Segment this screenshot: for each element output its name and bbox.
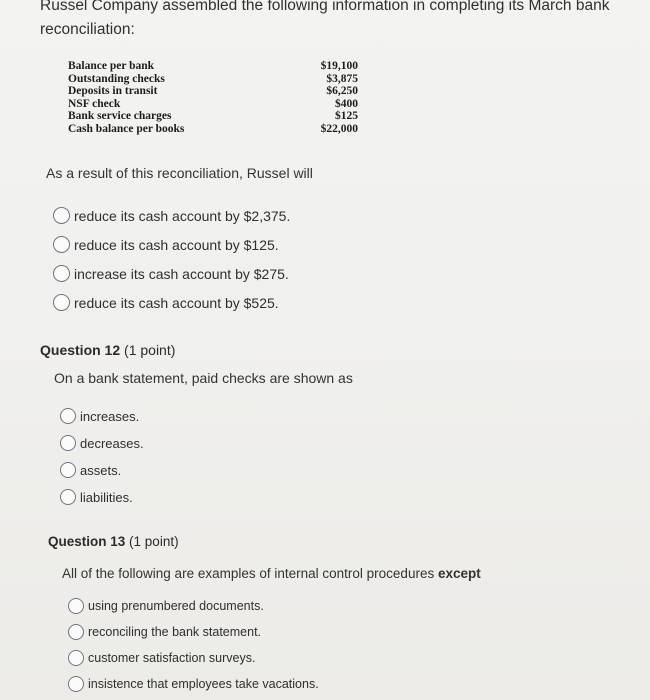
question-prompt: As a result of this reconciliation, Russel will xyxy=(46,165,313,181)
option-label[interactable]: increase its cash account by $275. xyxy=(74,265,289,282)
answer-option[interactable] xyxy=(53,294,279,311)
row-value: $19,100 xyxy=(320,60,358,72)
row-label: Balance per bank xyxy=(68,60,155,72)
question-number: Question 12 xyxy=(40,342,121,358)
question-title xyxy=(48,534,179,549)
question-number: Question 13 xyxy=(48,534,126,549)
row-value: $125 xyxy=(335,110,358,123)
reconciliation-table xyxy=(68,60,358,136)
row-value: $6,250 xyxy=(326,85,358,98)
question-title xyxy=(40,342,175,358)
option-label[interactable]: reduce its cash account by $125. xyxy=(74,236,279,253)
table-row xyxy=(68,123,358,136)
answer-option[interactable] xyxy=(68,598,264,614)
radio-button[interactable] xyxy=(53,265,70,282)
question-points: (1 point) xyxy=(124,342,176,358)
radio-button[interactable] xyxy=(68,624,84,640)
radio-button[interactable] xyxy=(68,676,84,692)
radio-button[interactable] xyxy=(68,598,84,614)
question-prompt xyxy=(62,566,481,581)
option-label[interactable]: decreases. xyxy=(80,435,144,451)
table-row xyxy=(68,110,358,123)
option-label[interactable]: using prenumbered documents. xyxy=(88,599,264,613)
option-label[interactable]: reduce its cash account by $2,375. xyxy=(74,207,291,224)
row-value: $400 xyxy=(335,97,358,110)
option-label[interactable]: assets. xyxy=(80,462,122,478)
row-label: Cash balance per books xyxy=(68,122,185,135)
answer-option[interactable] xyxy=(60,435,144,451)
row-label: Deposits in transit xyxy=(68,85,158,98)
radio-button[interactable] xyxy=(60,435,76,451)
answer-option[interactable] xyxy=(53,236,279,253)
table-row xyxy=(68,73,358,86)
question-points: (1 point) xyxy=(129,534,179,549)
radio-button[interactable] xyxy=(53,236,70,253)
option-label[interactable]: reconciling the bank statement. xyxy=(88,625,262,639)
row-value: $3,875 xyxy=(326,72,358,85)
radio-button[interactable] xyxy=(53,294,70,311)
answer-option[interactable] xyxy=(60,462,121,478)
answer-option[interactable] xyxy=(60,489,133,505)
question-intro xyxy=(40,0,640,42)
answer-option[interactable] xyxy=(68,676,319,692)
option-label[interactable]: increases. xyxy=(80,408,140,424)
intro-line-2: reconciliation: xyxy=(40,21,135,38)
answer-option[interactable] xyxy=(68,624,261,640)
row-label: Outstanding checks xyxy=(68,72,165,85)
option-label[interactable]: liabilities. xyxy=(80,489,133,505)
prompt-emphasis: except xyxy=(437,566,481,581)
row-label: Bank service charges xyxy=(68,110,172,123)
radio-button[interactable] xyxy=(68,650,84,666)
table-row xyxy=(68,60,358,73)
radio-button[interactable] xyxy=(60,489,76,505)
intro-line-1: Russel Company assembled the following information in completing its March bank xyxy=(40,0,610,14)
answer-option[interactable] xyxy=(68,650,255,666)
row-value: $22,000 xyxy=(320,122,358,135)
question-prompt: On a bank statement, paid checks are shown as xyxy=(54,370,353,386)
table-row xyxy=(68,98,358,111)
answer-option[interactable] xyxy=(53,207,290,224)
table-row xyxy=(68,85,358,98)
row-label: NSF check xyxy=(68,97,121,110)
prompt-text: All of the following are examples of internal control procedures xyxy=(62,566,435,581)
answer-option[interactable] xyxy=(53,265,289,282)
option-label[interactable]: reduce its cash account by $525. xyxy=(74,294,279,311)
radio-button[interactable] xyxy=(60,462,76,478)
option-label[interactable]: customer satisfaction surveys. xyxy=(88,651,256,665)
radio-button[interactable] xyxy=(60,408,76,424)
option-label[interactable]: insistence that employees take vacations. xyxy=(88,677,319,691)
answer-option[interactable] xyxy=(60,408,139,424)
radio-button[interactable] xyxy=(53,207,70,224)
